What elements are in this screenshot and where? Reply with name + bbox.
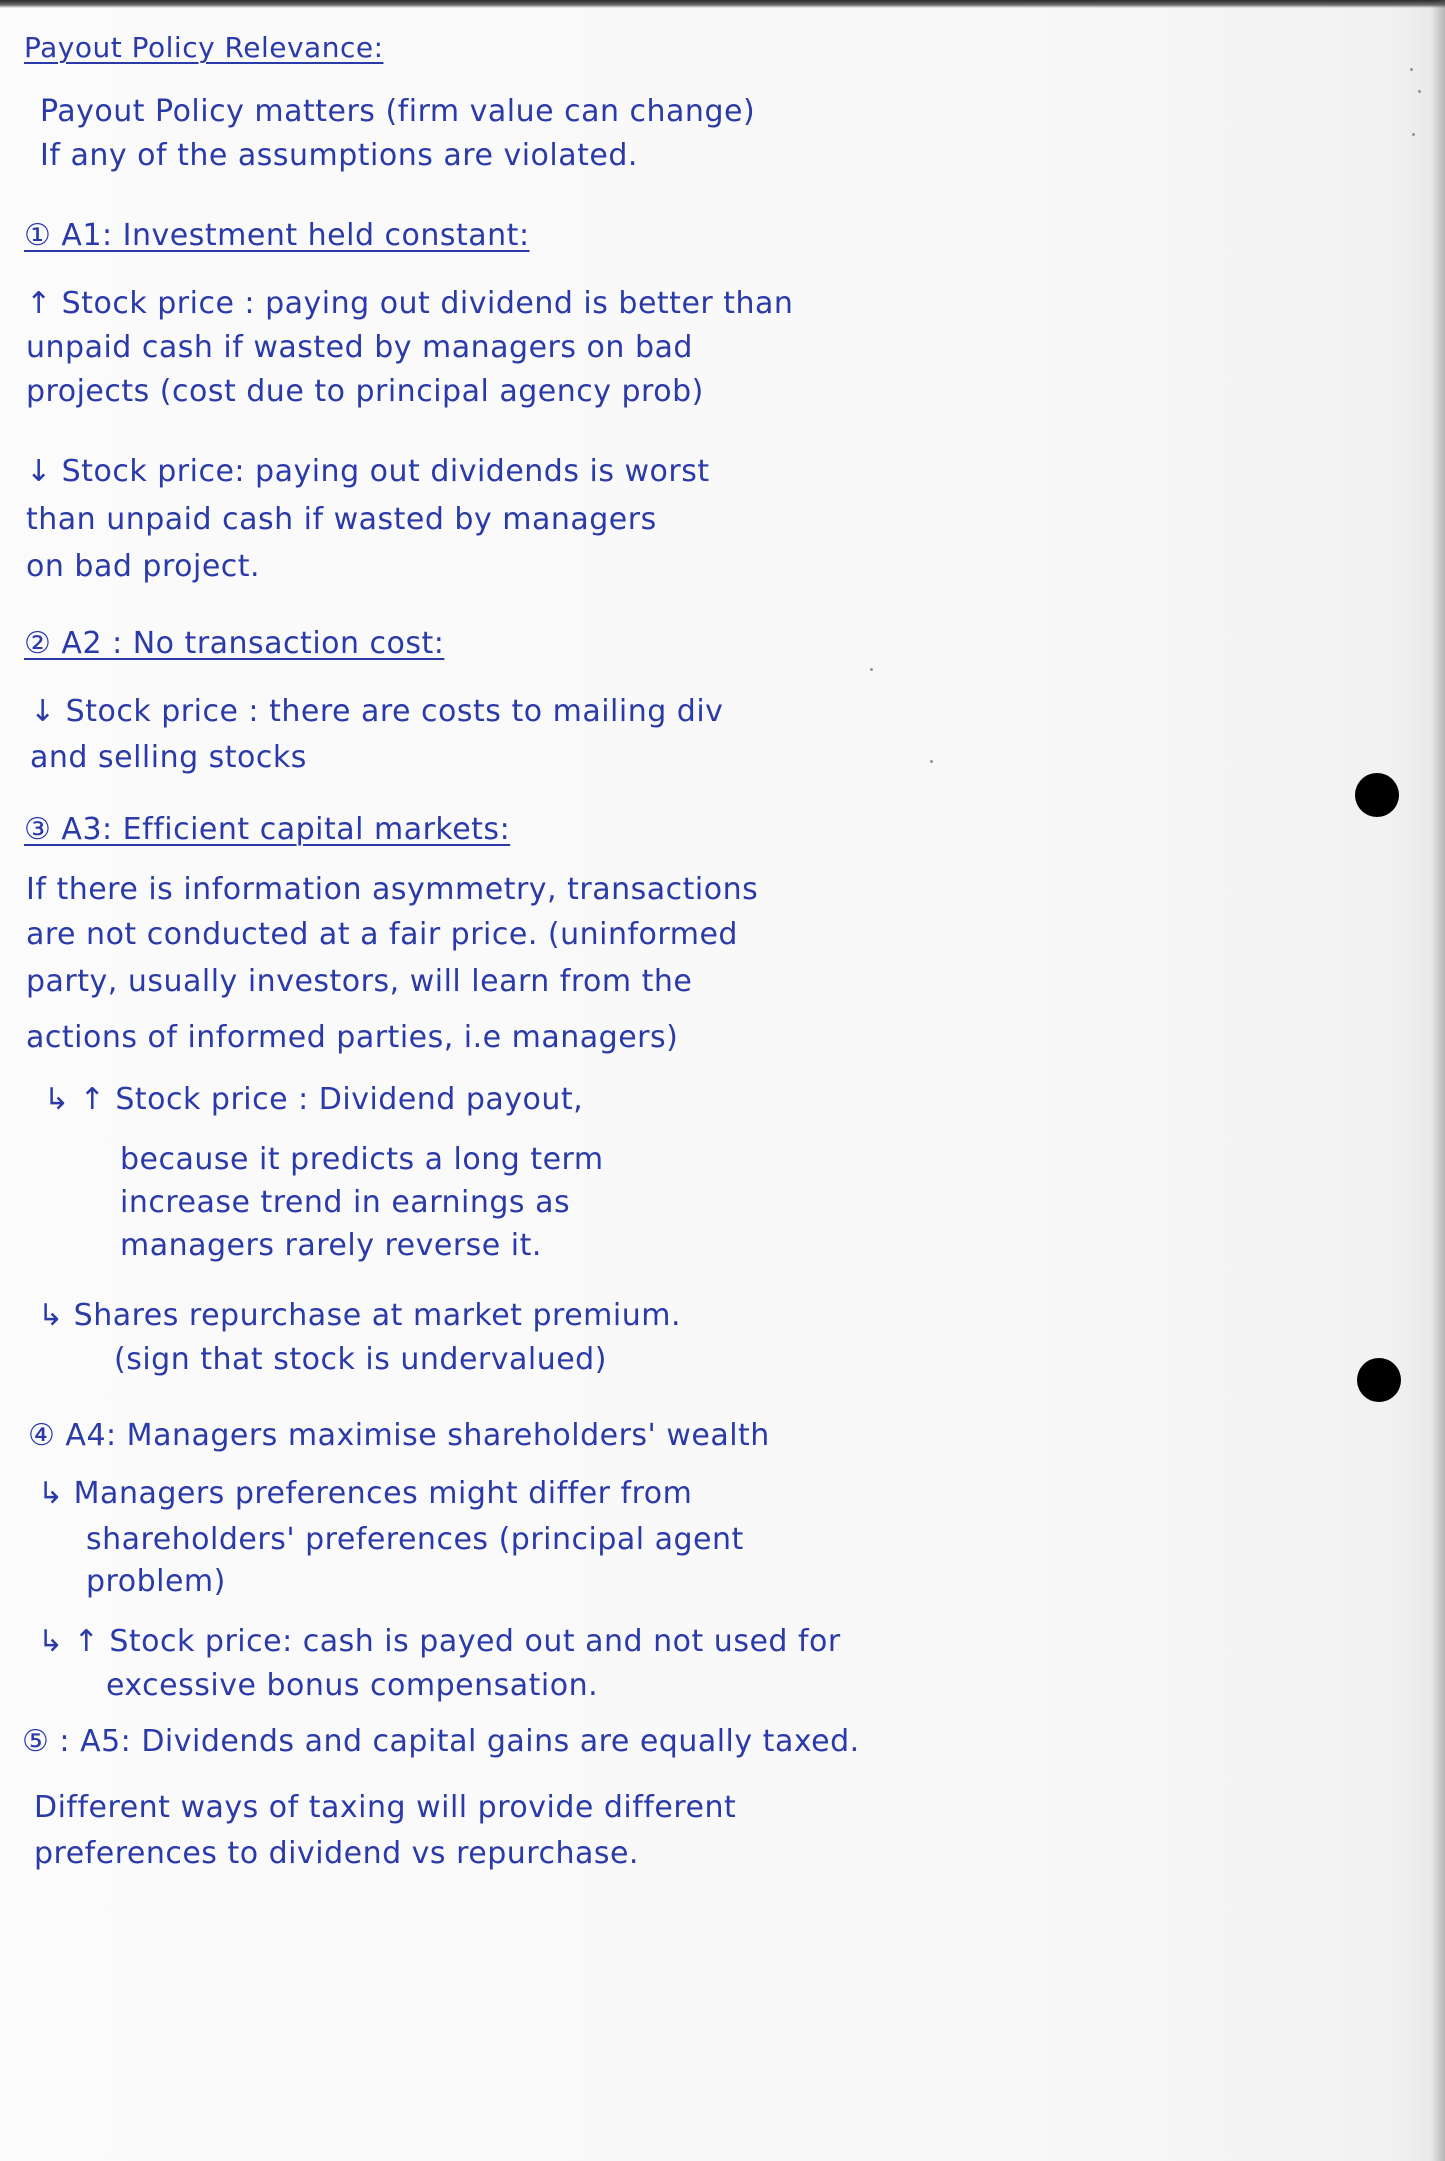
a1-line: on bad project.	[26, 549, 261, 584]
a3-line: party, usually investors, will learn from the	[26, 964, 693, 999]
intro-line: Payout Policy matters (firm value can change)	[40, 94, 756, 129]
a3-line: actions of informed parties, i.e managers)	[26, 1020, 679, 1055]
a1-line: ↑ Stock price : paying out dividend is better than	[26, 286, 794, 321]
page-right-shadow	[1431, 0, 1445, 2161]
a3-line: managers rarely reverse it.	[120, 1228, 542, 1263]
a3-line: (sign that stock is undervalued)	[114, 1342, 607, 1377]
a3-line: If there is information asymmetry, transactions	[26, 872, 759, 907]
a1-line: unpaid cash if wasted by managers on bad	[26, 330, 693, 365]
paper-speck	[1410, 68, 1413, 71]
a2-line: ↓ Stock price : there are costs to mailing div	[30, 694, 724, 729]
a1-line: than unpaid cash if wasted by managers	[26, 502, 657, 537]
notes-title: Payout Policy Relevance:	[24, 31, 384, 64]
paper-speck	[1412, 133, 1415, 136]
binder-hole-bottom	[1357, 1358, 1401, 1402]
a5-line: Different ways of taxing will provide different	[34, 1790, 737, 1825]
a3-heading: ③ A3: Efficient capital markets:	[24, 812, 511, 847]
paper-speck	[870, 668, 873, 671]
a1-heading: ① A1: Investment held constant:	[24, 218, 530, 253]
a3-line: ↳ Shares repurchase at market premium.	[38, 1298, 681, 1333]
paper-speck	[930, 760, 933, 763]
a1-line: projects (cost due to principal agency prob)	[26, 374, 704, 409]
a5-heading: ⑤ : A5: Dividends and capital gains are equally taxed.	[22, 1724, 860, 1759]
a4-line: excessive bonus compensation.	[106, 1668, 599, 1703]
a4-line: problem)	[86, 1564, 226, 1599]
binder-hole-top	[1355, 773, 1399, 817]
paper-speck	[1418, 90, 1421, 93]
a4-line: ↳ Managers preferences might differ from	[38, 1476, 693, 1511]
a1-line: ↓ Stock price: paying out dividends is worst	[26, 454, 710, 489]
a4-heading: ④ A4: Managers maximise shareholders' wealth	[28, 1418, 770, 1453]
a3-line: because it predicts a long term	[120, 1142, 604, 1177]
a3-line: are not conducted at a fair price. (uninformed	[26, 917, 738, 952]
a2-line: and selling stocks	[30, 740, 307, 775]
a3-line: increase trend in earnings as	[120, 1185, 571, 1220]
page-top-shadow	[0, 0, 1445, 8]
intro-line: If any of the assumptions are violated.	[40, 138, 638, 173]
a3-line: ↳ ↑ Stock price : Dividend payout,	[44, 1082, 584, 1117]
a5-line: preferences to dividend vs repurchase.	[34, 1836, 639, 1871]
a4-line: ↳ ↑ Stock price: cash is payed out and not used for	[38, 1624, 841, 1659]
a4-line: shareholders' preferences (principal agent	[86, 1522, 744, 1557]
a2-heading: ② A2 : No transaction cost:	[24, 626, 445, 661]
